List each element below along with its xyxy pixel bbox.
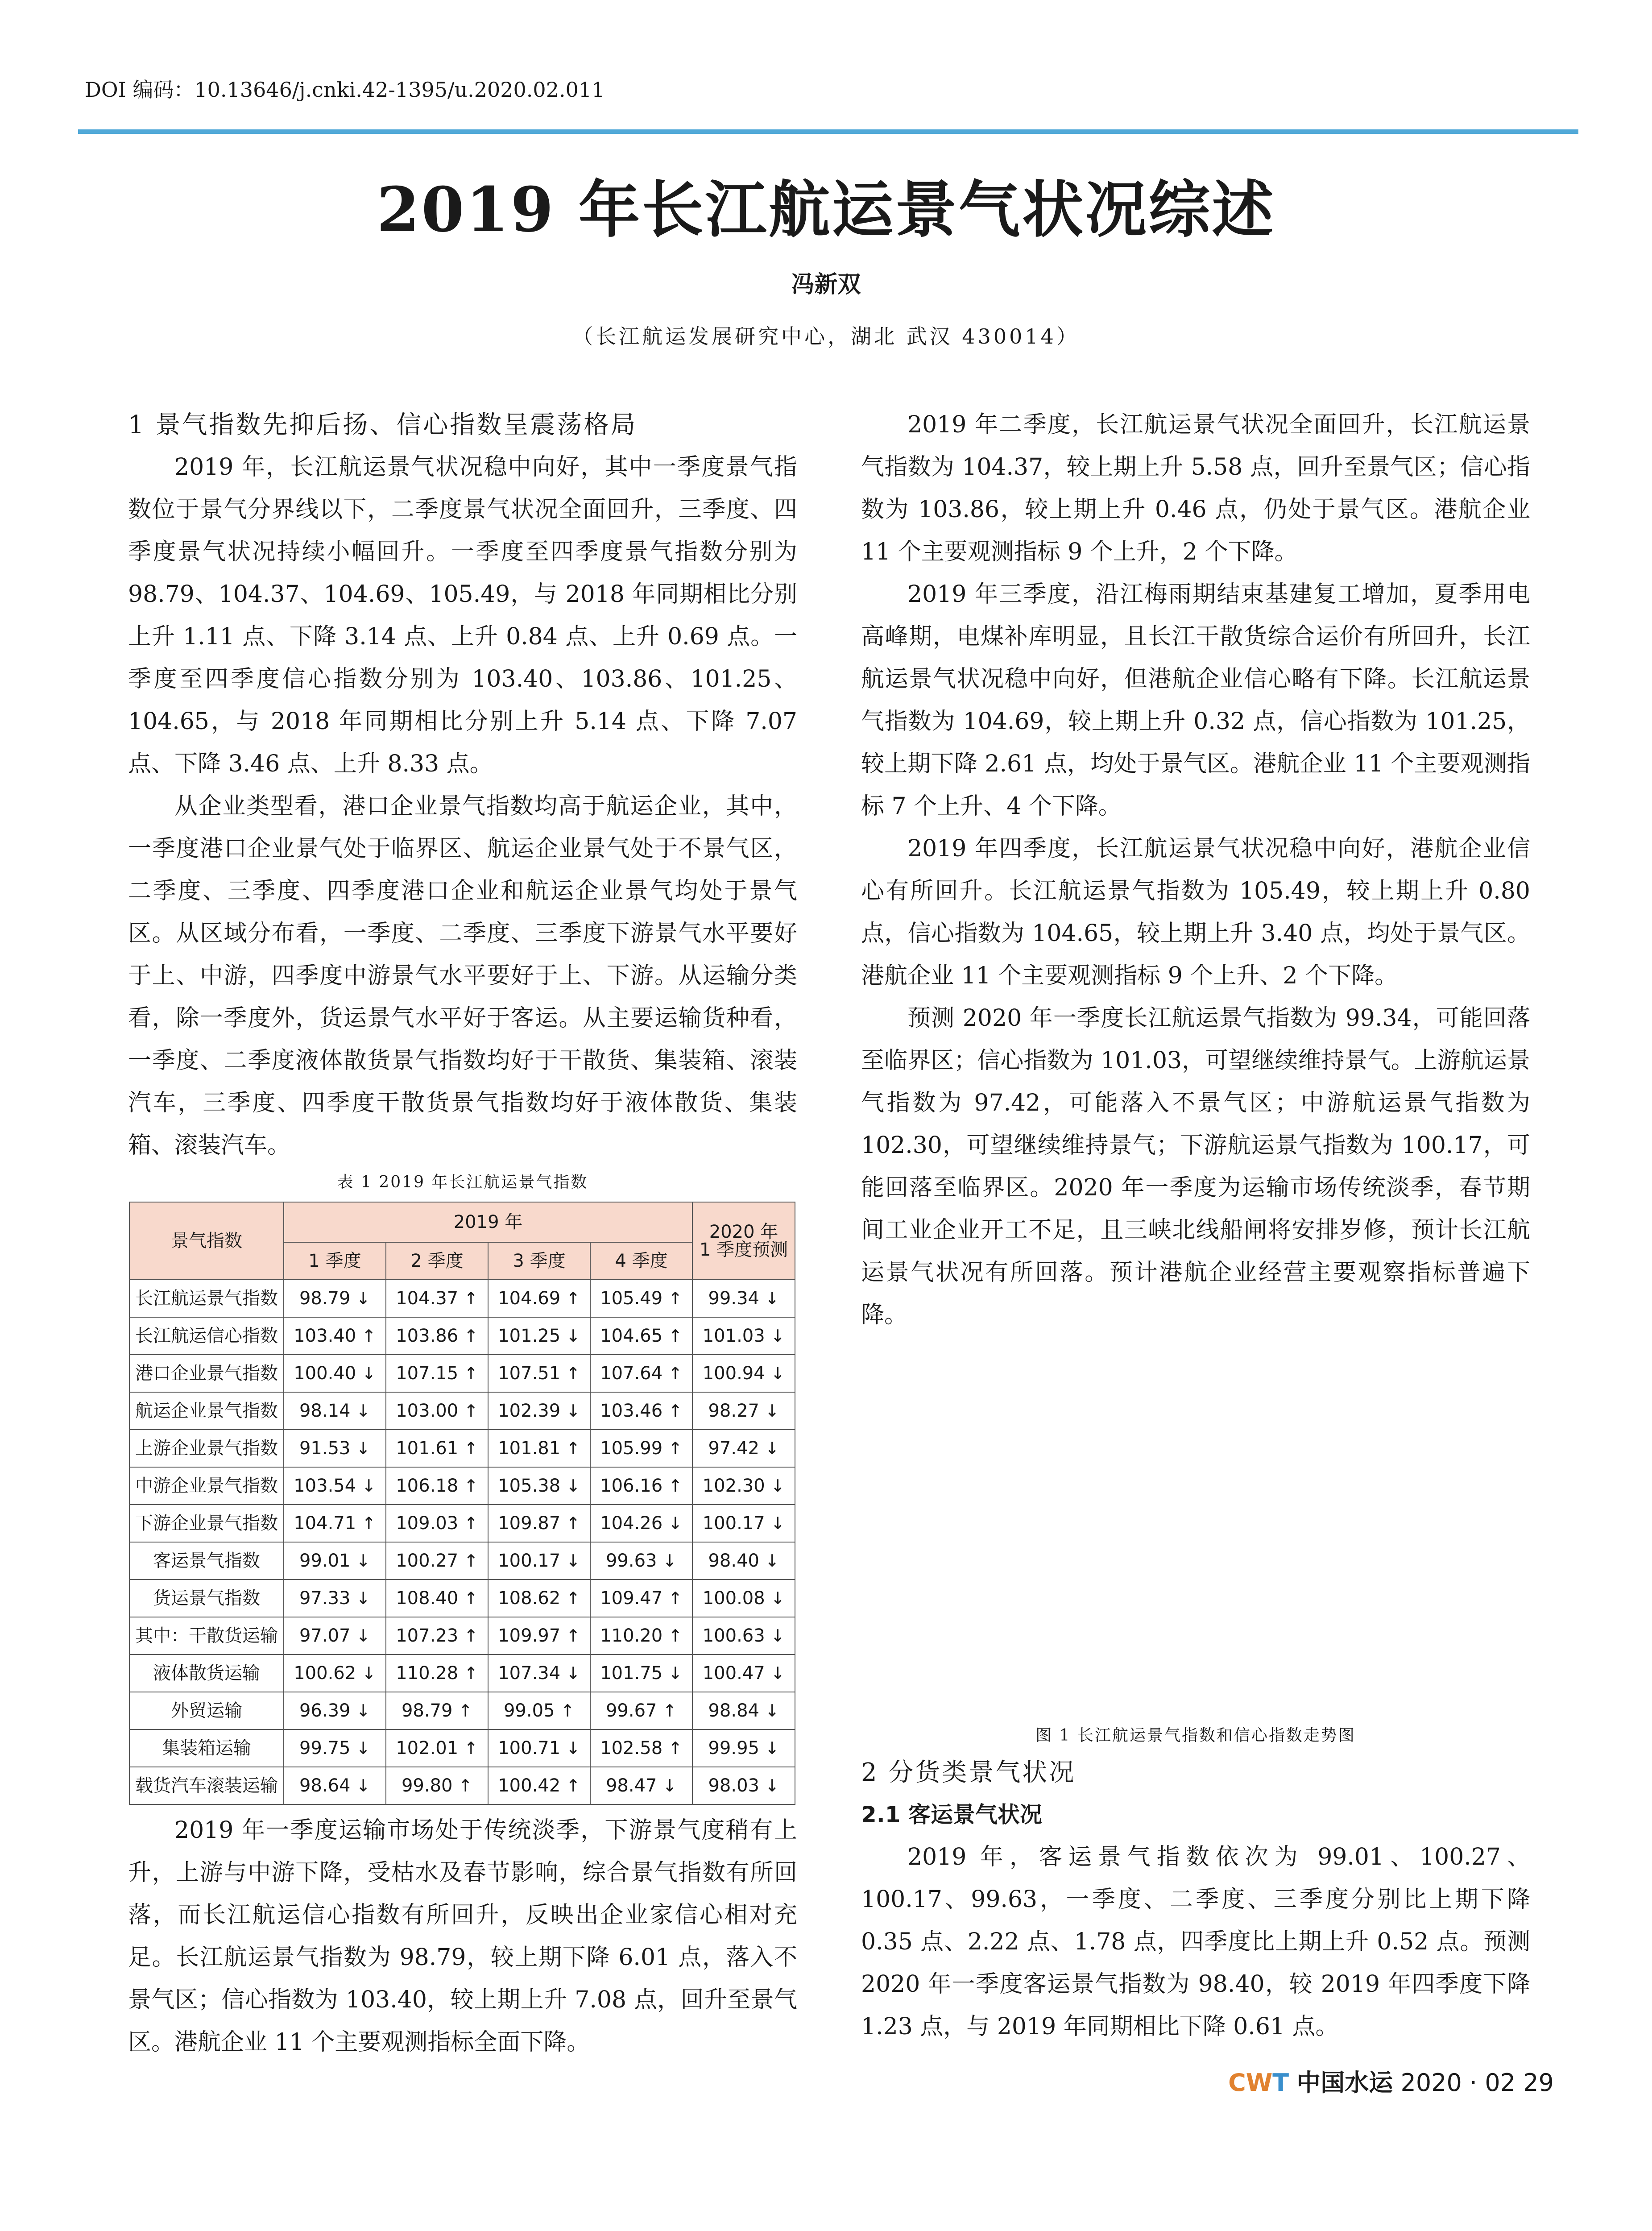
row-label: 货运景气指数 [129,1580,284,1617]
trend-arrow-icon: ↑ [668,1401,683,1421]
trend-arrow-icon: ↓ [566,1476,580,1496]
trend-arrow-icon: ↓ [566,1738,580,1758]
table-cell: 99.01 ↓ [284,1542,386,1580]
col-header-index: 景气指数 [129,1202,284,1280]
trend-arrow-icon: ↑ [464,1289,478,1308]
table-cell: 104.26 ↓ [590,1505,692,1542]
table-cell: 98.14 ↓ [284,1392,386,1430]
issue: 2020 · 02 [1400,2069,1516,2097]
table-cell: 103.86 ↑ [386,1317,488,1355]
row-label: 集装箱运输 [129,1729,284,1767]
trend-arrow-icon: ↑ [566,1439,580,1458]
table-cell: 100.42 ↑ [488,1767,590,1804]
trend-arrow-icon: ↓ [356,1776,371,1796]
table-cell: 100.08 ↓ [692,1580,795,1617]
table-cell: 107.51 ↑ [488,1355,590,1392]
row-label: 其中：干散货运输 [129,1617,284,1655]
trend-arrow-icon: ↑ [566,1588,580,1608]
table-row [129,1430,795,1467]
table-cell: 103.40 ↑ [284,1317,386,1355]
trend-arrow-icon: ↓ [765,1401,779,1421]
figure-caption: 图 1 长江航运景气指数和信心指数走势图 [1035,1726,1356,1745]
table-cell: 104.69 ↑ [488,1280,590,1317]
table-cell: 107.15 ↑ [386,1355,488,1392]
table-cell: 100.27 ↑ [386,1542,488,1580]
trend-arrow-icon: ↓ [770,1663,785,1683]
paragraph: 2019 年三季度，沿江梅雨期结束基建复工增加，夏季用电高峰期，电煤补库明显，且长江干散货综合运价有所回升，长江航运景气状况稳中向好，但港航企业信心略有下降。长江航运景气指数为 104.69，较上期上升 0.32 点，信心指数为 101.25，较上期下降 2.61 点，均处于景气区。港航企业 11 个主要观测指标 7 个上升、4 个下降。 [861,581,1530,820]
paragraph: 2019 年四季度，长江航运景气状况稳中向好，港航企业信心有所回升。长江航运景气指数为 105.49，较上期上升 0.80 点，信心指数为 104.65，较上期上升 3.40 点，均处于景气区。港航企业 11 个主要观测指标 9 个上升、2 个下降。 [861,835,1530,989]
trend-arrow-icon: ↑ [566,1514,580,1533]
trend-arrow-icon: ↓ [361,1476,376,1496]
table-cell: 105.99 ↑ [590,1430,692,1467]
table-cell: 98.27 ↓ [692,1392,795,1430]
trend-arrow-icon: ↓ [356,1738,371,1758]
table-cell: 106.18 ↑ [386,1467,488,1505]
table-cell: 98.03 ↓ [692,1767,795,1804]
table-cell: 107.34 ↓ [488,1655,590,1692]
table-cell: 106.16 ↑ [590,1467,692,1505]
magazine-name: 中国水运 [1296,2068,1393,2097]
paragraph: 2019 年二季度，长江航运景气状况全面回升，长江航运景气指数为 104.37，较上期上升 5.58 点，回升至景气区；信心指数为 103.86，较上期上升 0.46 点，仍处于景气区。港航企业 11 个主要观测指标 9 个上升，2 个下降。 [861,411,1530,565]
table-cell: 100.17 ↓ [488,1542,590,1580]
table-cell: 91.53 ↓ [284,1430,386,1467]
article-title: 2019 年长江航运景气状况综述 [377,173,1275,246]
table-cell: 99.75 ↓ [284,1729,386,1767]
doi-line: DOI 编码：10.13646/j.cnki.42-1395/u.2020.02.011 [85,78,605,102]
page-footer [1228,2064,1554,2098]
row-label: 长江航运信心指数 [129,1317,284,1355]
trend-arrow-icon: ↓ [356,1439,371,1458]
trend-arrow-icon: ↑ [464,1439,478,1458]
left-column [128,404,797,2064]
trend-arrow-icon: ↑ [464,1738,478,1758]
table-cell: 109.97 ↑ [488,1617,590,1655]
table-cell: 101.75 ↓ [590,1655,692,1692]
table-cell: 102.58 ↑ [590,1729,692,1767]
affiliation: （长江航运发展研究中心，湖北 武汉 430014） [572,324,1080,348]
table-cell: 98.79 ↓ [284,1280,386,1317]
trend-arrow-icon: ↑ [464,1588,478,1608]
table-cell: 100.17 ↓ [692,1505,795,1542]
trend-arrow-icon: ↓ [566,1401,580,1421]
table-cell: 98.40 ↓ [692,1542,795,1580]
table-cell: 110.28 ↑ [386,1655,488,1692]
table-cell: 100.63 ↓ [692,1617,795,1655]
col-header-q1: 1 季度 [284,1242,386,1280]
trend-arrow-icon: ↓ [662,1551,677,1571]
table-cell: 102.39 ↓ [488,1392,590,1430]
trend-arrow-icon: ↓ [361,1663,376,1683]
trend-arrow-icon: ↓ [770,1364,785,1383]
row-label: 液体散货运输 [129,1655,284,1692]
table-cell: 103.46 ↑ [590,1392,692,1430]
table-cell: 101.81 ↑ [488,1430,590,1467]
table-cell: 98.84 ↓ [692,1692,795,1729]
table-row [129,1467,795,1505]
trend-arrow-icon: ↓ [765,1551,779,1571]
table-cell: 102.01 ↑ [386,1729,488,1767]
trend-arrow-icon: ↑ [464,1626,478,1646]
table-cell: 103.54 ↓ [284,1467,386,1505]
row-label: 航运企业景气指数 [129,1392,284,1430]
trend-arrow-icon: ↑ [458,1776,473,1796]
trend-arrow-icon: ↑ [668,1626,683,1646]
trend-arrow-icon: ↓ [356,1401,371,1421]
paragraph: 从企业类型看，港口企业景气指数均高于航运企业，其中，一季度港口企业景气处于临界区、航运企业景气处于不景气区，二季度、三季度、四季度港口企业和航运企业景气均处于景气区。从区域分布看，一季度、二季度、三季度下游景气水平要好于上、中游，四季度中游景气水平要好于上、下游。从运输分类看，除一季度外，货运景气水平好于客运。从主要运输货种看，一季度、二季度液体散货景气指数均好于干散货、集装箱、滚装汽车，三季度、四季度干散货景气指数均好于液体散货、集装箱、滚装汽车。 [128,793,797,1159]
trend-arrow-icon: ↓ [356,1701,371,1721]
right-column [861,404,1530,2048]
figure-area [861,1336,1530,1720]
table-cell: 99.05 ↑ [488,1692,590,1729]
trend-arrow-icon: ↑ [668,1738,683,1758]
trend-arrow-icon: ↑ [566,1776,580,1796]
trend-arrow-icon: ↑ [566,1289,580,1308]
row-label: 载货汽车滚装运输 [129,1767,284,1804]
table-cell: 99.80 ↑ [386,1767,488,1804]
trend-arrow-icon: ↑ [668,1364,683,1383]
table-cell: 108.40 ↑ [386,1580,488,1617]
trend-arrow-icon: ↑ [566,1626,580,1646]
table-cell: 97.33 ↓ [284,1580,386,1617]
table-row [129,1580,795,1617]
table-row [129,1505,795,1542]
trend-arrow-icon: ↓ [668,1663,683,1683]
table-cell: 98.64 ↓ [284,1767,386,1804]
trend-arrow-icon: ↓ [770,1626,785,1646]
trend-arrow-icon: ↓ [361,1364,376,1383]
trend-arrow-icon: ↑ [464,1326,478,1346]
trend-arrow-icon: ↓ [566,1663,580,1683]
index-table [129,1202,795,1805]
table-cell: 99.63 ↓ [590,1542,692,1580]
col-header-forecast: 2020 年 1 季度预测 [692,1202,795,1280]
trend-arrow-icon: ↓ [765,1701,779,1721]
trend-arrow-icon: ↓ [770,1326,785,1346]
table-cell: 100.71 ↓ [488,1729,590,1767]
trend-arrow-icon: ↑ [668,1588,683,1608]
trend-arrow-icon: ↑ [361,1514,376,1533]
row-label: 外贸运输 [129,1692,284,1729]
trend-arrow-icon: ↑ [464,1476,478,1496]
table-row [129,1280,795,1317]
paragraph: 预测 2020 年一季度长江航运景气指数为 99.34，可能回落至临界区；信心指数为 101.03，可望继续维持景气。上游航运景气指数为 97.42，可能落入不景气区；中游航运景气指数为 102.30，可望继续维持景气；下游航运景气指数为 100.17，可能回落至临界区。2020 年一季度为运输市场传统淡季，春节期间工业企业开工不足，且三峡北线船闸将安排岁修，预计长江航运景气状况有所回落。预计港航企业经营主要观察指标普遍下降。 [861,1005,1530,1328]
section-heading-1: 1 景气指数先抑后扬、信心指数呈震荡格局 [128,411,638,440]
paragraph: 2019 年，长江航运景气状况稳中向好，其中一季度景气指数位于景气分界线以下，二季度景气状况全面回升，三季度、四季度景气状况持续小幅回升。一季度至四季度景气指数分别为 98.79、104.37、104.69、105.49，与 2018 年同期相比分别上升 1.11 点、下降 3.14 点、上升 0.84 点、上升 0.69 点。一季度至四季度信心指数分别为 103.40、103.86、101.25、104.65，与 2018 年同期相比分别上升 5.14 点、下降 7.07 点、下降 3.46 点、上升 8.33 点。 [128,454,797,777]
author: 冯新双 [791,271,861,298]
trend-arrow-icon: ↓ [662,1776,677,1796]
row-label: 港口企业景气指数 [129,1355,284,1392]
row-label: 上游企业景气指数 [129,1430,284,1467]
trend-arrow-icon: ↑ [458,1701,473,1721]
table-cell: 100.40 ↓ [284,1355,386,1392]
table-row [129,1317,795,1355]
trend-arrow-icon: ↓ [770,1476,785,1496]
col-header-q2: 2 季度 [386,1242,488,1280]
trend-arrow-icon: ↑ [668,1439,683,1458]
trend-arrow-icon: ↑ [566,1364,580,1383]
trend-arrow-icon: ↑ [560,1701,575,1721]
table-row [129,1542,795,1580]
trend-arrow-icon: ↓ [770,1588,785,1608]
table-cell: 103.00 ↑ [386,1392,488,1430]
table-cell: 105.38 ↓ [488,1467,590,1505]
trend-arrow-icon: ↑ [662,1701,677,1721]
table-row [129,1617,795,1655]
table-cell: 99.67 ↑ [590,1692,692,1729]
table-row [129,1692,795,1729]
table-cell: 104.71 ↑ [284,1505,386,1542]
table-cell: 101.61 ↑ [386,1430,488,1467]
table-cell: 96.39 ↓ [284,1692,386,1729]
row-label: 客运景气指数 [129,1542,284,1580]
col-header-year: 2019 年 [284,1202,692,1242]
trend-arrow-icon: ↓ [770,1514,785,1533]
table-cell: 105.49 ↑ [590,1280,692,1317]
trend-arrow-icon: ↑ [464,1514,478,1533]
table-cell: 97.42 ↓ [692,1430,795,1467]
table-row [129,1767,795,1804]
trend-arrow-icon: ↑ [464,1551,478,1571]
table-cell: 98.47 ↓ [590,1767,692,1804]
trend-arrow-icon: ↑ [668,1326,683,1346]
trend-arrow-icon: ↑ [668,1289,683,1308]
trend-arrow-icon: ↓ [566,1551,580,1571]
trend-arrow-icon: ↑ [464,1401,478,1421]
table-cell: 104.65 ↑ [590,1317,692,1355]
subsection-heading-2-1: 2.1 客运景气状况 [861,1802,1042,1828]
trend-arrow-icon: ↓ [356,1289,371,1308]
section-heading-2: 2 分货类景气状况 [861,1758,1076,1787]
trend-arrow-icon: ↑ [464,1364,478,1383]
trend-arrow-icon: ↓ [356,1588,371,1608]
table-row [129,1355,795,1392]
table-cell: 98.79 ↑ [386,1692,488,1729]
table-cell: 100.62 ↓ [284,1655,386,1692]
header-rule [78,129,1578,134]
table-cell: 99.34 ↓ [692,1280,795,1317]
table-cell: 101.03 ↓ [692,1317,795,1355]
table-row [129,1392,795,1430]
trend-arrow-icon: ↓ [765,1738,779,1758]
trend-arrow-icon: ↓ [566,1326,580,1346]
table-cell: 101.25 ↓ [488,1317,590,1355]
trend-arrow-icon: ↓ [356,1626,371,1646]
trend-arrow-icon: ↓ [356,1551,371,1571]
cwt-logo: CWT [1228,2069,1289,2097]
row-label: 下游企业景气指数 [129,1505,284,1542]
table-caption: 表 1 2019 年长江航运景气指数 [337,1173,588,1191]
table-cell: 99.95 ↓ [692,1729,795,1767]
row-label: 长江航运景气指数 [129,1280,284,1317]
table-cell: 97.07 ↓ [284,1617,386,1655]
paragraph: 2019 年，客运景气指数依次为 99.01、100.27、100.17、99.63，一季度、二季度、三季度分别比上期下降 0.35 点、2.22 点、1.78 点，四季度比上期上升 0.52 点。预测 2020 年一季度客运景气指数为 98.40，较 2019 年四季度下降 1.23 点，与 2019 年同期相比下降 0.61 点。 [861,1844,1530,2040]
trend-arrow-icon: ↓ [668,1514,683,1533]
table-cell: 107.23 ↑ [386,1617,488,1655]
table-cell: 109.87 ↑ [488,1505,590,1542]
trend-arrow-icon: ↑ [668,1476,683,1496]
table-cell: 109.03 ↑ [386,1505,488,1542]
table-cell: 109.47 ↑ [590,1580,692,1617]
trend-arrow-icon: ↓ [765,1289,779,1308]
trend-arrow-icon: ↑ [361,1326,376,1346]
row-label: 中游企业景气指数 [129,1467,284,1505]
col-header-q3: 3 季度 [488,1242,590,1280]
table-cell: 100.94 ↓ [692,1355,795,1392]
table-cell: 107.64 ↑ [590,1355,692,1392]
table-cell: 104.37 ↑ [386,1280,488,1317]
table-cell: 108.62 ↑ [488,1580,590,1617]
table-cell: 102.30 ↓ [692,1467,795,1505]
table-cell: 110.20 ↑ [590,1617,692,1655]
table-cell: 100.47 ↓ [692,1655,795,1692]
paragraph: 2019 年一季度运输市场处于传统淡季，下游景气度稍有上升，上游与中游下降，受枯水及春节影响，综合景气指数有所回落，而长江航运信心指数有所回升，反映出企业家信心相对充足。长江航运景气指数为 98.79，较上期下降 6.01 点，落入不景气区；信心指数为 103.40，较上期上升 7.08 点，回升至景气区。港航企业 11 个主要观测指标全面下降。 [128,1817,797,2056]
trend-arrow-icon: ↓ [765,1776,779,1796]
page-number: 29 [1523,2069,1554,2097]
table-row [129,1729,795,1767]
table-row [129,1655,795,1692]
col-header-q4: 4 季度 [590,1242,692,1280]
trend-arrow-icon: ↓ [765,1439,779,1458]
trend-arrow-icon: ↑ [464,1663,478,1683]
